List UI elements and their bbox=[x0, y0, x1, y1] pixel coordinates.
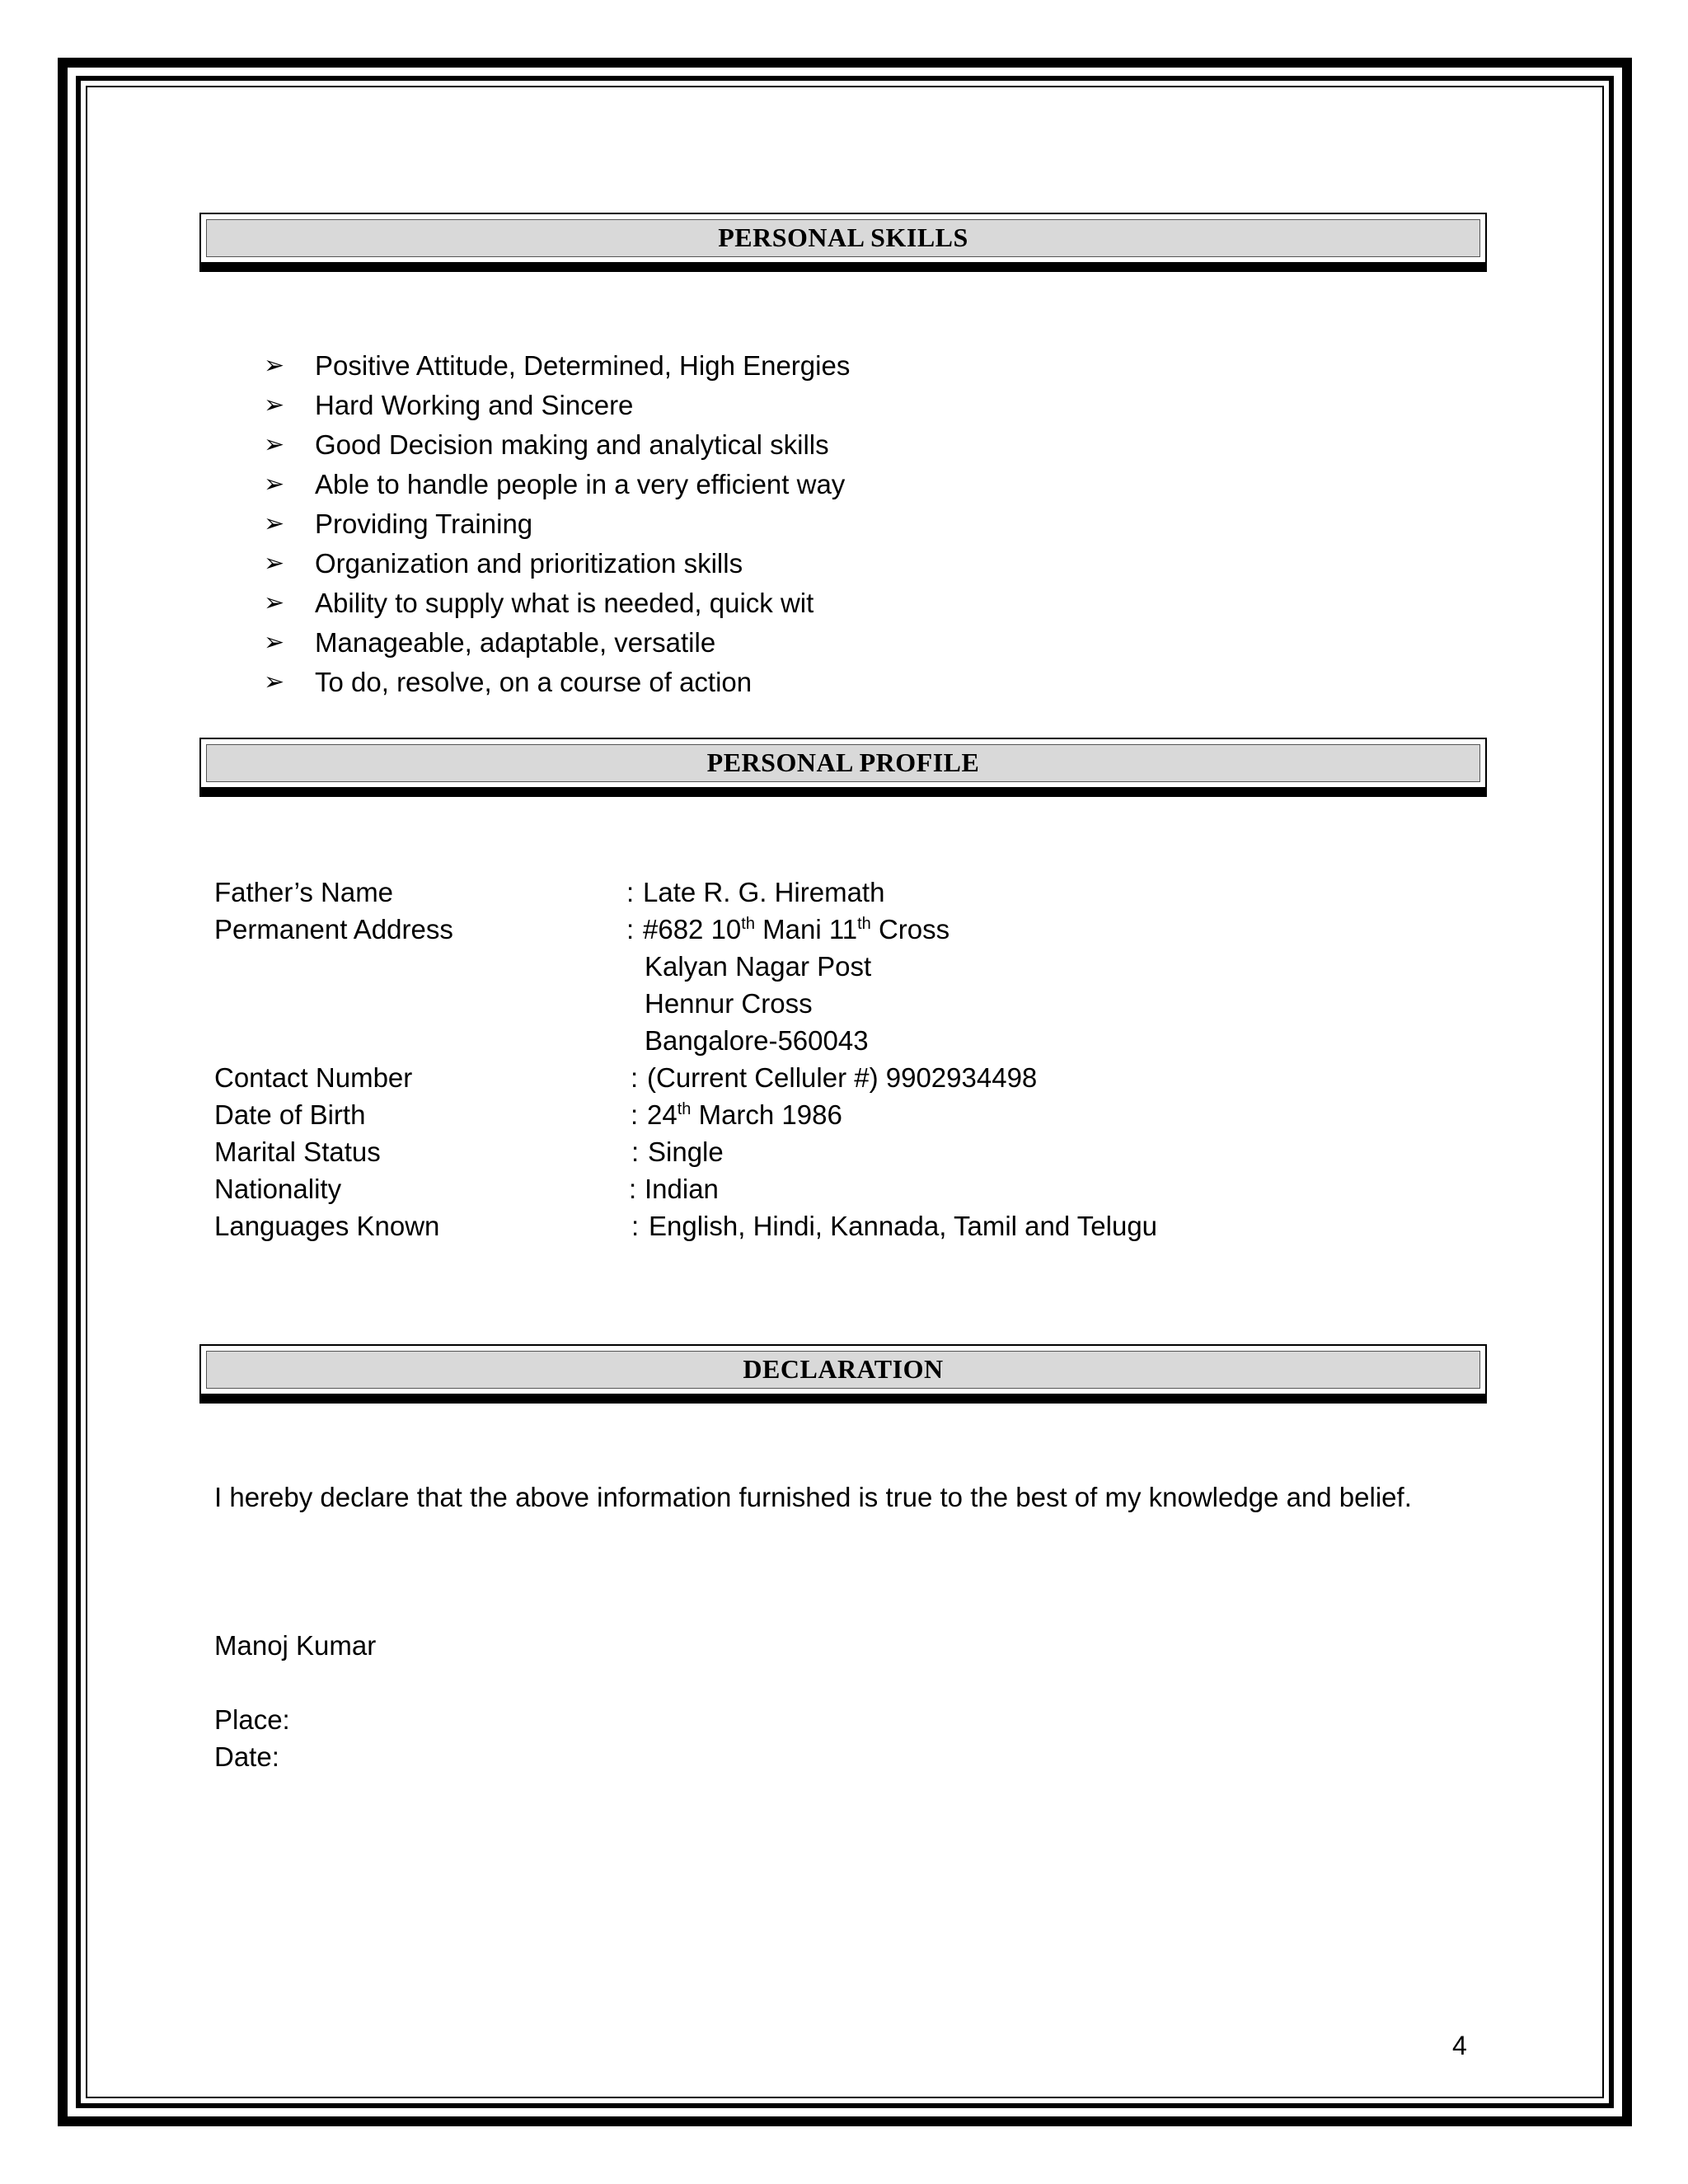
skill-text: To do, resolve, on a course of action bbox=[315, 667, 753, 697]
skill-text: Positive Attitude, Determined, High Energies bbox=[315, 350, 851, 381]
field-colon: : bbox=[631, 1211, 640, 1241]
field-value: #682 10th Mani 11th Cross bbox=[643, 914, 950, 944]
address-line: Kalyan Nagar Post bbox=[645, 951, 872, 982]
declaration-title: DECLARATION bbox=[743, 1354, 944, 1384]
page-number: 4 bbox=[1452, 2031, 1467, 2060]
arrow-bullet-icon: ➢ bbox=[264, 550, 285, 577]
skill-text: Ability to supply what is needed, quick wit bbox=[315, 588, 814, 618]
field-label: Nationality bbox=[214, 1174, 342, 1204]
field-colon: : bbox=[626, 914, 635, 944]
skill-text: Providing Training bbox=[315, 509, 533, 539]
field-value: (Current Celluler #) 9902934498 bbox=[647, 1062, 1038, 1093]
arrow-bullet-icon: ➢ bbox=[264, 352, 285, 379]
personal-skills-header bbox=[199, 213, 1487, 272]
declaration-statement: I hereby declare that the above information furnished is true to the best of my knowledge and belief. bbox=[214, 1482, 1412, 1512]
field-value: Indian bbox=[645, 1174, 719, 1204]
declaration-header bbox=[199, 1344, 1487, 1404]
signatory-name: Manoj Kumar bbox=[214, 1630, 377, 1661]
field-label: Father’s Name bbox=[214, 877, 394, 907]
field-colon: : bbox=[631, 1099, 639, 1130]
arrow-bullet-icon: ➢ bbox=[264, 629, 285, 656]
personal-skills-title: PERSONAL SKILLS bbox=[718, 223, 968, 252]
field-colon: : bbox=[629, 1174, 637, 1204]
field-colon: : bbox=[631, 1062, 639, 1093]
skill-text: Manageable, adaptable, versatile bbox=[315, 627, 716, 658]
skill-text: Hard Working and Sincere bbox=[315, 390, 634, 420]
arrow-bullet-icon: ➢ bbox=[264, 589, 285, 616]
field-label: Languages Known bbox=[214, 1211, 440, 1241]
arrow-bullet-icon: ➢ bbox=[264, 431, 285, 458]
field-value: English, Hindi, Kannada, Tamil and Telugu bbox=[649, 1211, 1158, 1241]
field-label: Marital Status bbox=[214, 1137, 381, 1167]
personal-profile-header bbox=[199, 738, 1487, 797]
skill-text: Good Decision making and analytical skills bbox=[315, 429, 829, 460]
place-label: Place: bbox=[214, 1704, 290, 1735]
field-value: Single bbox=[648, 1137, 724, 1167]
arrow-bullet-icon: ➢ bbox=[264, 471, 285, 498]
date-label: Date: bbox=[214, 1741, 279, 1772]
field-label: Permanent Address bbox=[214, 914, 453, 944]
skill-text: Organization and prioritization skills bbox=[315, 548, 743, 579]
field-label: Contact Number bbox=[214, 1062, 413, 1093]
arrow-bullet-icon: ➢ bbox=[264, 391, 285, 419]
field-label: Date of Birth bbox=[214, 1099, 366, 1130]
field-colon: : bbox=[626, 877, 635, 907]
field-value: 24th March 1986 bbox=[647, 1099, 842, 1130]
arrow-bullet-icon: ➢ bbox=[264, 668, 285, 696]
address-line: Bangalore-560043 bbox=[645, 1025, 869, 1056]
skill-text: Able to handle people in a very efficient way bbox=[315, 469, 846, 499]
address-line: Hennur Cross bbox=[645, 988, 813, 1019]
arrow-bullet-icon: ➢ bbox=[264, 510, 285, 537]
personal-profile-title: PERSONAL PROFILE bbox=[706, 748, 980, 777]
field-colon: : bbox=[631, 1137, 640, 1167]
field-value: Late R. G. Hiremath bbox=[643, 877, 885, 907]
